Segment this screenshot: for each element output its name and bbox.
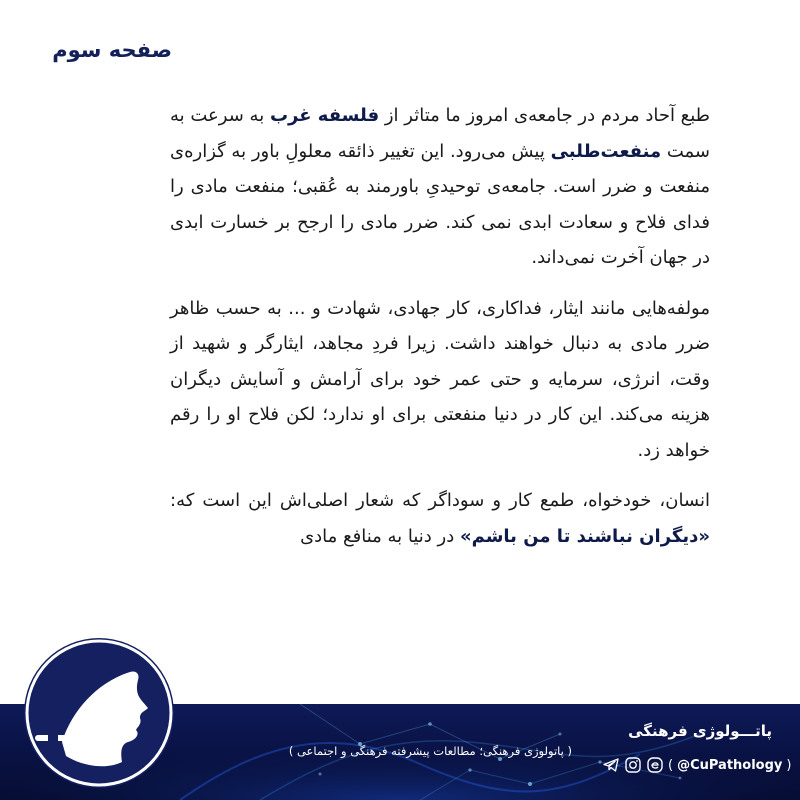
paragraph-2: مولفه‌هایی مانند ایثار، فداکاری، کار جهادی، شهادت و ... به حسب ظاهر ضرر مادی به دنبال خواهند داشت. زیرا فردِ مجاهد، ایثارگر و شهید از وقت، انرژی، سرمایه و حتی عمر خود برای آرامش و آسایش دیگران هزینه می‌کند. این کار در دنیا منفعتی برای او ندارد؛ لکن فلاح او را رقم خواهد زد. [170, 297, 710, 461]
footer-subtitle: ( پاتولوژی فرهنگی؛ مطالعات پیشرفته فرهنگی و اجتماعی ) [288, 744, 572, 758]
social-handle[interactable] [602, 754, 791, 776]
p1-bold-1: فلسفه غرب [269, 105, 380, 126]
p3-text-2: در دنیا به منافع مادی [300, 525, 460, 547]
page-title: صفحه سوم [52, 38, 172, 62]
p3-bold-1: «دیگران نباشند تا من باشم» [459, 525, 710, 547]
instagram-icon[interactable] [624, 756, 642, 774]
p1-text-3: پیش می‌رود. این تغییر ذائقه معلولِ باور به گزاره‌ی منفعت و ضرر است. جامعه‌ی توحیدیِ باورمند به عُقبی؛ منفعت مادی را فدای فلاح و سعادت ابدی نمی کند. ضرر مادی را ارجح بر خسارت ابدی در جهان آخرت نمی‌داند. [170, 140, 710, 268]
paragraph-1 [170, 98, 710, 276]
brand-name: پاتـــولوژی فرهنگی [628, 722, 772, 740]
pathology-logo [24, 638, 174, 788]
telegram-icon[interactable] [602, 756, 620, 774]
head-silhouette-icon [24, 638, 174, 788]
article-body [170, 98, 710, 569]
handle-text[interactable]: @CuPathology [677, 757, 783, 773]
handle-close-paren: ) [786, 757, 792, 773]
p3-text-1: انسان، خودخواه، طمع کار و سوداگر که شعار اصلی‌اش این است که: [170, 490, 710, 511]
handle-open-paren: ( [668, 757, 674, 773]
paragraph-3 [170, 483, 710, 554]
p1-bold-2: منفعت‌طلبی [550, 140, 662, 162]
eitaa-icon[interactable] [646, 756, 664, 774]
p1-text-1: طبع آحاد مردم در جامعه‌ی امروز ما متاثر از [379, 105, 711, 126]
p1-text-2: به سرعت به سمت [170, 105, 710, 162]
